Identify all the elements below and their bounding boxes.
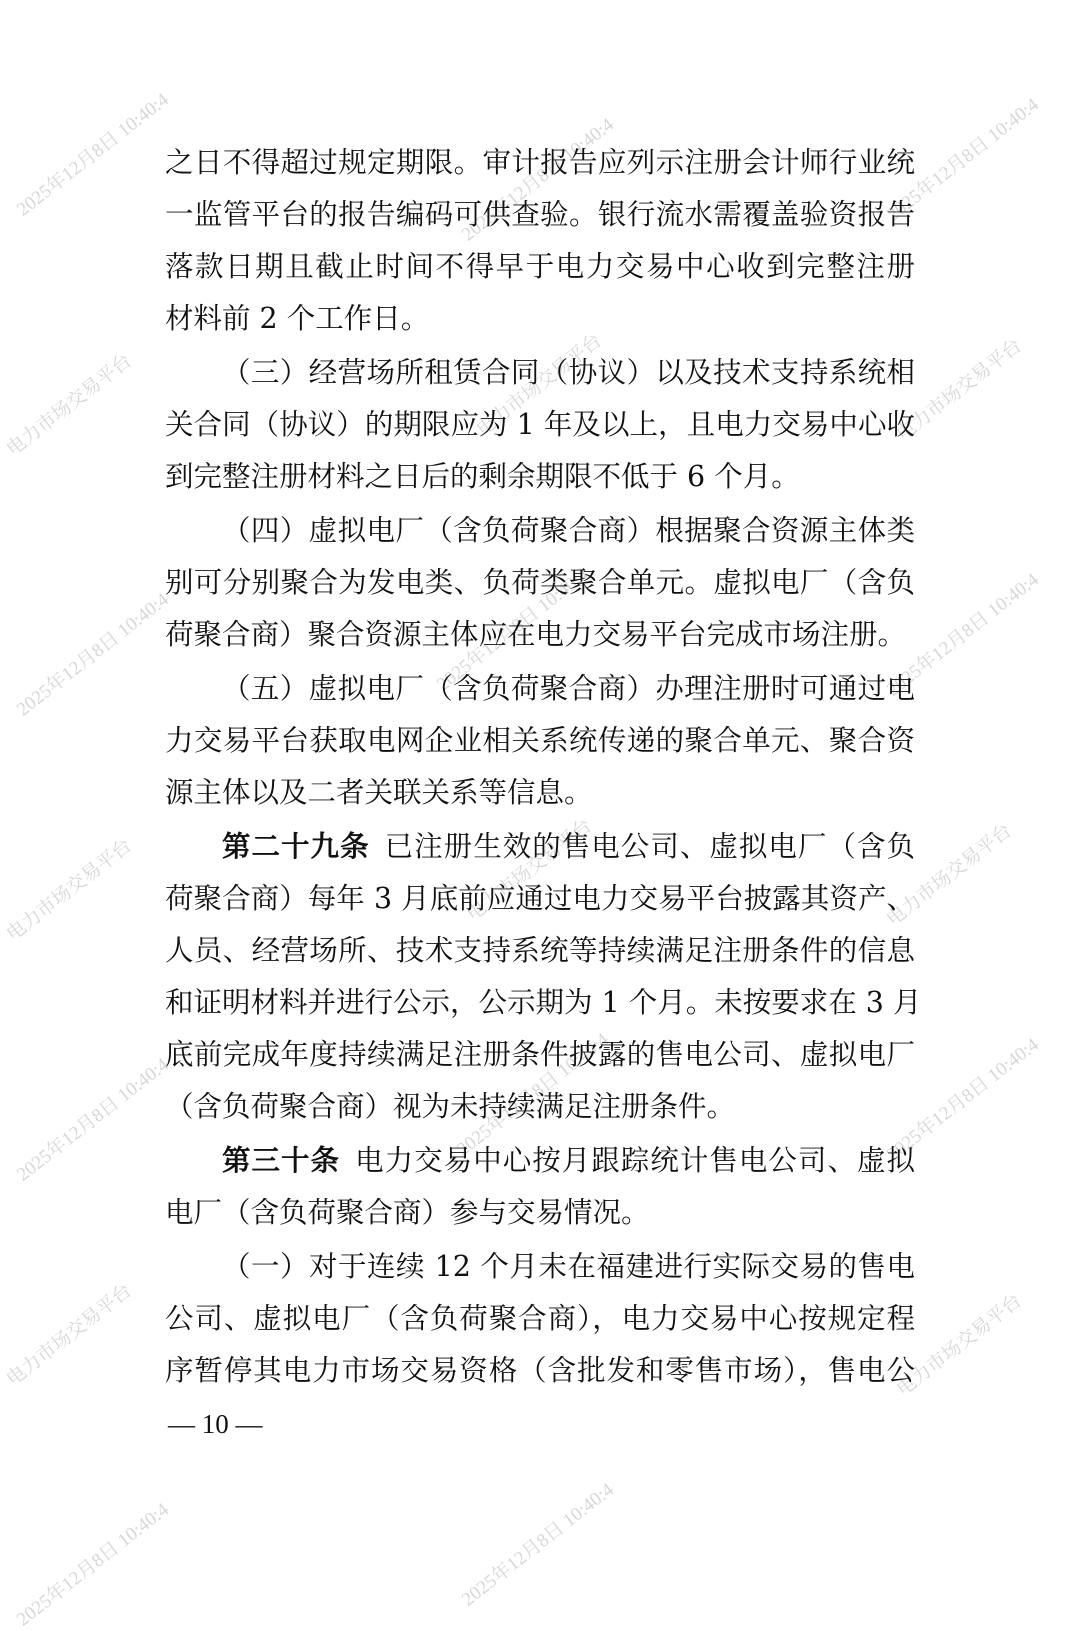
text-line: 别可分别聚合为发电类、负荷类聚合单元。虚拟电厂（含负 [165, 566, 915, 599]
article-30-heading: 第三十条 [222, 1144, 341, 1177]
watermark-date: 2025年12月8日 10:40:4 [883, 569, 1043, 701]
text-line: 之日不得超过规定期限。审计报告应列示注册会计师行业统 [165, 146, 915, 179]
watermark-date: 2025年12月8日 10:40:4 [13, 89, 173, 221]
watermark-date: 2025年12月8日 10:40:4 [13, 1499, 173, 1631]
watermark-platform: 电力市场交易平台 [473, 330, 606, 441]
watermark-platform: 电力市场交易平台 [883, 820, 1016, 931]
text-line: 力交易平台获取电网企业相关系统传递的聚合单元、聚合资 [165, 724, 915, 757]
text-line: 序暂停其电力市场交易资格（含批发和零售市场），售电公 [165, 1354, 915, 1387]
text-line: 荷聚合商）每年 3 月底前应通过电力交易平台披露其资产、 [165, 882, 915, 915]
watermark-date: 2025年12月8日 10:40:4 [453, 1029, 613, 1161]
text-line: 到完整注册材料之日后的剩余期限不低于 6 个月。 [165, 460, 800, 493]
text-line: 底前完成年度持续满足注册条件披露的售电公司、虚拟电厂 [165, 1038, 915, 1071]
text-line: 一监管平台的报告编码可供查验。银行流水需覆盖验资报告 [165, 198, 915, 231]
article-29-heading: 第二十九条 [222, 830, 370, 863]
text-line: 公司、虚拟电厂（含负荷聚合商），电力交易中心按规定程 [165, 1302, 915, 1335]
watermark-date: 2025年12月8日 10:40:4 [883, 94, 1043, 226]
page-number: — 10 — [168, 1409, 263, 1439]
text-span: 已注册生效的售电公司、虚拟电厂（含负 [383, 830, 915, 863]
article-29-first-line [222, 827, 915, 867]
text-line: 关合同（协议）的期限应为 1 年及以上，且电力交易中心收 [165, 408, 915, 441]
watermark-date: 2025年12月8日 10:40:4 [458, 114, 618, 246]
text-line: 源主体以及二者关联关系等信息。 [165, 776, 593, 809]
watermark-date: 2025年12月8日 10:40:4 [13, 1054, 173, 1186]
text-line: （四）虚拟电厂（含负荷聚合商）根据聚合资源主体类 [222, 514, 915, 547]
text-span: 电力交易中心按月跟踪统计售电公司、虚拟 [354, 1144, 915, 1177]
watermark-platform: 电力市场交易平台 [893, 335, 1026, 446]
watermark-platform: 电力市场交易平台 [3, 350, 136, 461]
text-line: （含负荷聚合商）视为未持续满足注册条件。 [165, 1090, 736, 1123]
watermark-platform: 电力市场交易平台 [463, 815, 596, 926]
text-line: 荷聚合商）聚合资源主体应在电力交易平台完成市场注册。 [165, 618, 907, 651]
text-line: 人员、经营场所、技术支持系统等持续满足注册条件的信息 [165, 934, 915, 967]
text-line: 电厂（含负荷聚合商）参与交易情况。 [165, 1196, 650, 1229]
article-30-first-line [222, 1141, 915, 1181]
watermark-platform: 电力市场交易平台 [3, 1280, 136, 1391]
watermark-platform: 电力市场交易平台 [3, 835, 136, 946]
text-line: （三）经营场所租赁合同（协议）以及技术支持系统相 [222, 356, 915, 389]
text-line: 材料前 2 个工作日。 [165, 302, 430, 335]
watermark-date: 2025年12月8日 10:40:4 [458, 1479, 618, 1611]
watermark-platform: 电力市场交易平台 [893, 1290, 1026, 1401]
text-line: （一）对于连续 12 个月未在福建进行实际交易的售电 [222, 1250, 915, 1283]
text-line: （五）虚拟电厂（含负荷聚合商）办理注册时可通过电 [222, 672, 915, 705]
watermark-date: 2025年12月8日 10:40:4 [433, 564, 593, 696]
text-line: 和证明材料并进行公示，公示期为 1 个月。未按要求在 3 月 [165, 986, 922, 1019]
text-line: 落款日期且截止时间不得早于电力交易中心收到完整注册 [165, 250, 915, 283]
watermark-date: 2025年12月8日 10:40:4 [883, 1034, 1043, 1166]
watermark-date: 2025年12月8日 10:40:4 [13, 589, 173, 721]
